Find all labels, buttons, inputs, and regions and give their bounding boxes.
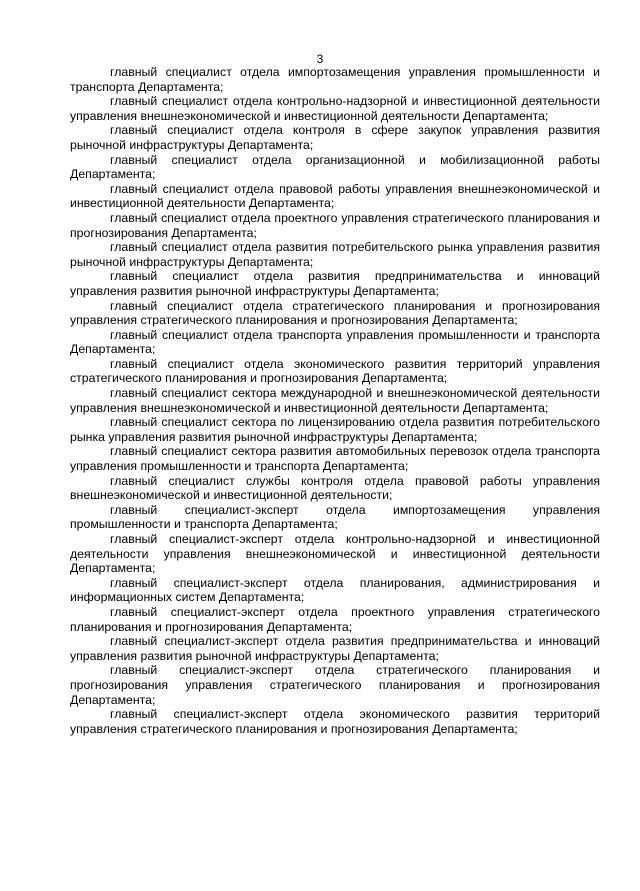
list-item: главный специалист-эксперт отдела планирования, администрирования и информационных систем Департамента; [70,575,600,605]
list-item: главный специалист отдела правовой работы управления внешнеэкономической и инвестиционной деятельности Департамента; [70,181,600,211]
list-item: главный специалист отдела транспорта управления промышленности и транспорта Департамента; [70,327,600,357]
list-item: главный специалист-эксперт отдела импортозамещения управления промышленности и транспорта Департамента; [70,502,600,532]
list-item: главный специалист-эксперт отдела развития предпринимательства и инноваций управления развития рыночной инфраструктуры Департамента; [70,634,600,663]
document-body [70,65,600,736]
list-item: главный специалист отдела стратегического планирования и прогнозирования управления стратегического планирования и прогнозирования Департамента; [70,298,600,328]
list-item: главный специалист-эксперт отдела стратегического планирования и прогнозирования управления стратегического планирования и прогнозирования Департамента; [70,663,600,707]
list-item: главный специалист сектора международной и внешнеэкономической деятельности управления внешнеэкономической и инвестиционной деятельности Департамента; [70,386,600,415]
list-item: главный специалист отдела организационной и мобилизационной работы Департамента; [70,152,600,182]
list-item: главный специалист отдела развития потребительского рынка управления развития рыночной инфраструктуры Департамента; [70,240,600,269]
list-item: главный специалист отдела контроля в сфере закупок управления развития рыночной инфраструктуры Департамента; [70,123,600,152]
list-item: главный специалист сектора развития автомобильных перевозок отдела транспорта управления промышленности и транспорта Департамента; [70,444,600,474]
list-item: главный специалист службы контроля отдела правовой работы управления внешнеэкономической и инвестиционной деятельности; [70,473,600,503]
list-item: главный специалист-эксперт отдела контрольно-надзорной и инвестиционной деятельности управления внешнеэкономической и инвестиционной деятельности Департамента; [70,532,600,576]
list-item: главный специалист-эксперт отдела проектного управления стратегического планирования и прогнозирования Департамента; [70,604,600,634]
list-item: главный специалист-эксперт отдела экономического развития территорий управления стратегического планирования и прогнозирования Департамента; [70,707,600,736]
list-item: главный специалист отдела импортозамещения управления промышленности и транспорта Департамента; [70,65,600,94]
list-item: главный специалист отдела проектного управления стратегического планирования и прогнозирования Департамента; [70,210,600,240]
list-item: главный специалист отдела экономического развития территорий управления стратегического планирования и прогнозирования Департамента; [70,356,600,386]
list-item: главный специалист отдела развития предпринимательства и инноваций управления развития рыночной инфраструктуры Департамента; [70,269,600,298]
list-item: главный специалист сектора по лицензированию отдела развития потребительского рынка управления развития рыночной инфраструктуры Департамента; [70,415,600,444]
list-item: главный специалист отдела контрольно-надзорной и инвестиционной деятельности управления внешнеэкономической и инвестиционной деятельности Департамента; [70,94,600,123]
page-number: 3 [316,52,324,66]
